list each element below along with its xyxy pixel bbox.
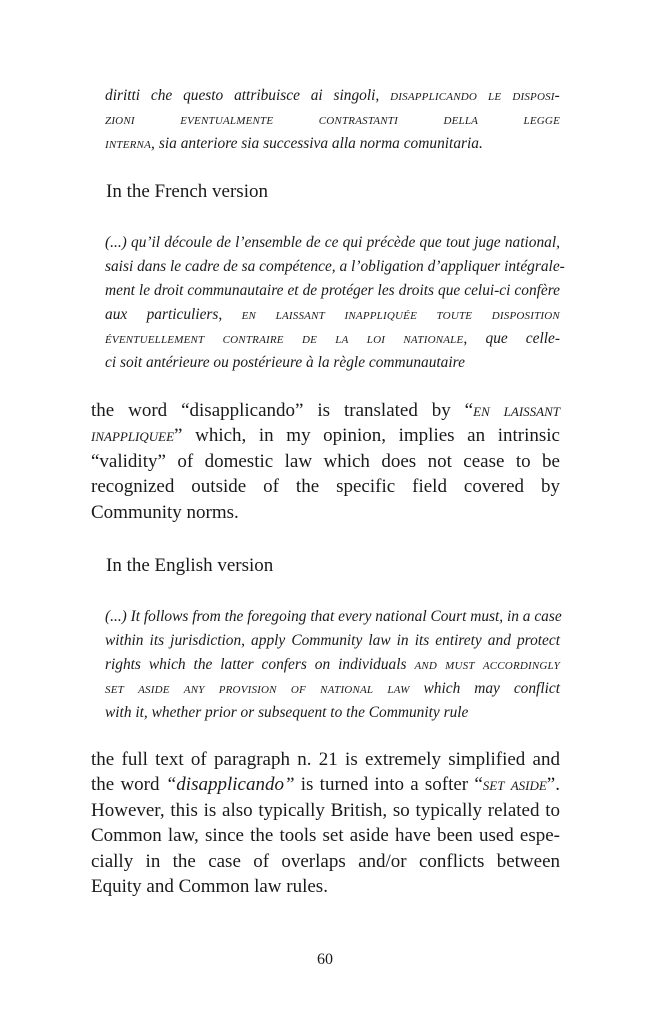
body-text: ”.: [546, 774, 560, 796]
page-number: 60: [317, 951, 333, 968]
quote-small-caps: and must accordingly: [414, 656, 560, 673]
quote-line: [105, 132, 560, 156]
quote-text: diritti che questo attribuisce ai singoli,: [105, 87, 380, 104]
english-version-heading: In the English version: [106, 555, 274, 576]
french-quote: [105, 231, 565, 375]
quote-line: [105, 677, 560, 701]
body-small-caps: inappliquee: [91, 425, 175, 447]
quote-line: saisi dans le cadre de sa compétence, a l’obligation d’appliquer intégrale-: [105, 258, 565, 275]
quote-line: zioni eventualmente contrastanti della legge: [105, 111, 560, 128]
quote-line: (...) It follows from the foregoing that every national Court must, in a case: [105, 608, 562, 625]
quote-text: sia anteriore sia successiva alla norma comunitaria.: [158, 135, 483, 152]
english-quote: [105, 605, 560, 725]
quote-small-caps: en laissant inappliquée toute disposition: [241, 306, 560, 323]
body-line: the full text of paragraph n. 21 is extremely simplified and: [91, 749, 560, 770]
body-line: [91, 423, 560, 448]
body-text: the word “disapplicando” is translated by “: [91, 400, 474, 421]
body-line: Community norms.: [91, 501, 239, 523]
quote-small-caps: éventuellement contraire de la loi nationale,: [105, 330, 468, 347]
quote-small-caps: disapplicando le disposi-: [390, 87, 560, 104]
quote-small-caps: interna,: [105, 135, 156, 152]
body-line: Common law, since the tools set aside have been used espe-: [91, 825, 560, 847]
body-line: “validity” of domestic law which does not cease to be: [91, 450, 560, 472]
quote-line: within its jurisdiction, apply Community law in its entirety and protect: [105, 632, 560, 649]
quote-text: which may conflict: [423, 680, 560, 697]
quote-line: [105, 327, 560, 351]
body-text: is turned into a softer “: [294, 774, 483, 796]
quote-line: [105, 653, 560, 677]
quote-text: aux particuliers,: [105, 306, 223, 323]
quote-line: (...) qu’il découle de l’ensemble de ce qui précède que tout juge national,: [105, 234, 560, 251]
italian-quote: [105, 84, 560, 156]
body-italic: “disapplicando”: [165, 774, 295, 796]
quote-text: que celle-: [485, 330, 560, 347]
quote-small-caps: set aside any provision of national law: [105, 680, 410, 697]
body-text: the word: [91, 774, 166, 796]
body-small-caps: set aside: [482, 774, 547, 796]
english-commentary: [91, 747, 560, 899]
body-line: However, this is also typically British, so typically related to: [91, 799, 560, 821]
body-line: [91, 398, 560, 423]
quote-text: rights which the latter confers on individuals: [105, 656, 407, 673]
body-small-caps: en laissant: [473, 400, 560, 421]
body-line: cially in the case of overlaps and/or conflicts between: [91, 850, 560, 872]
body-line: Equity and Common law rules.: [91, 876, 328, 898]
body-line: [91, 772, 560, 797]
french-version-heading: In the French version: [106, 181, 268, 202]
body-line: recognized outside of the specific field covered by: [91, 476, 560, 498]
quote-line: [105, 84, 560, 108]
quote-line: ci soit antérieure ou postérieure à la règle communautaire: [105, 354, 465, 371]
quote-line: [105, 303, 560, 327]
body-text: ” which, in my opinion, implies an intrinsic: [174, 425, 560, 447]
french-commentary: [91, 398, 560, 525]
quote-line: ment le droit communautaire et de protéger les droits que celui-ci confère: [105, 282, 560, 299]
quote-line: with it, whether prior or subsequent to the Community rule: [105, 704, 469, 721]
